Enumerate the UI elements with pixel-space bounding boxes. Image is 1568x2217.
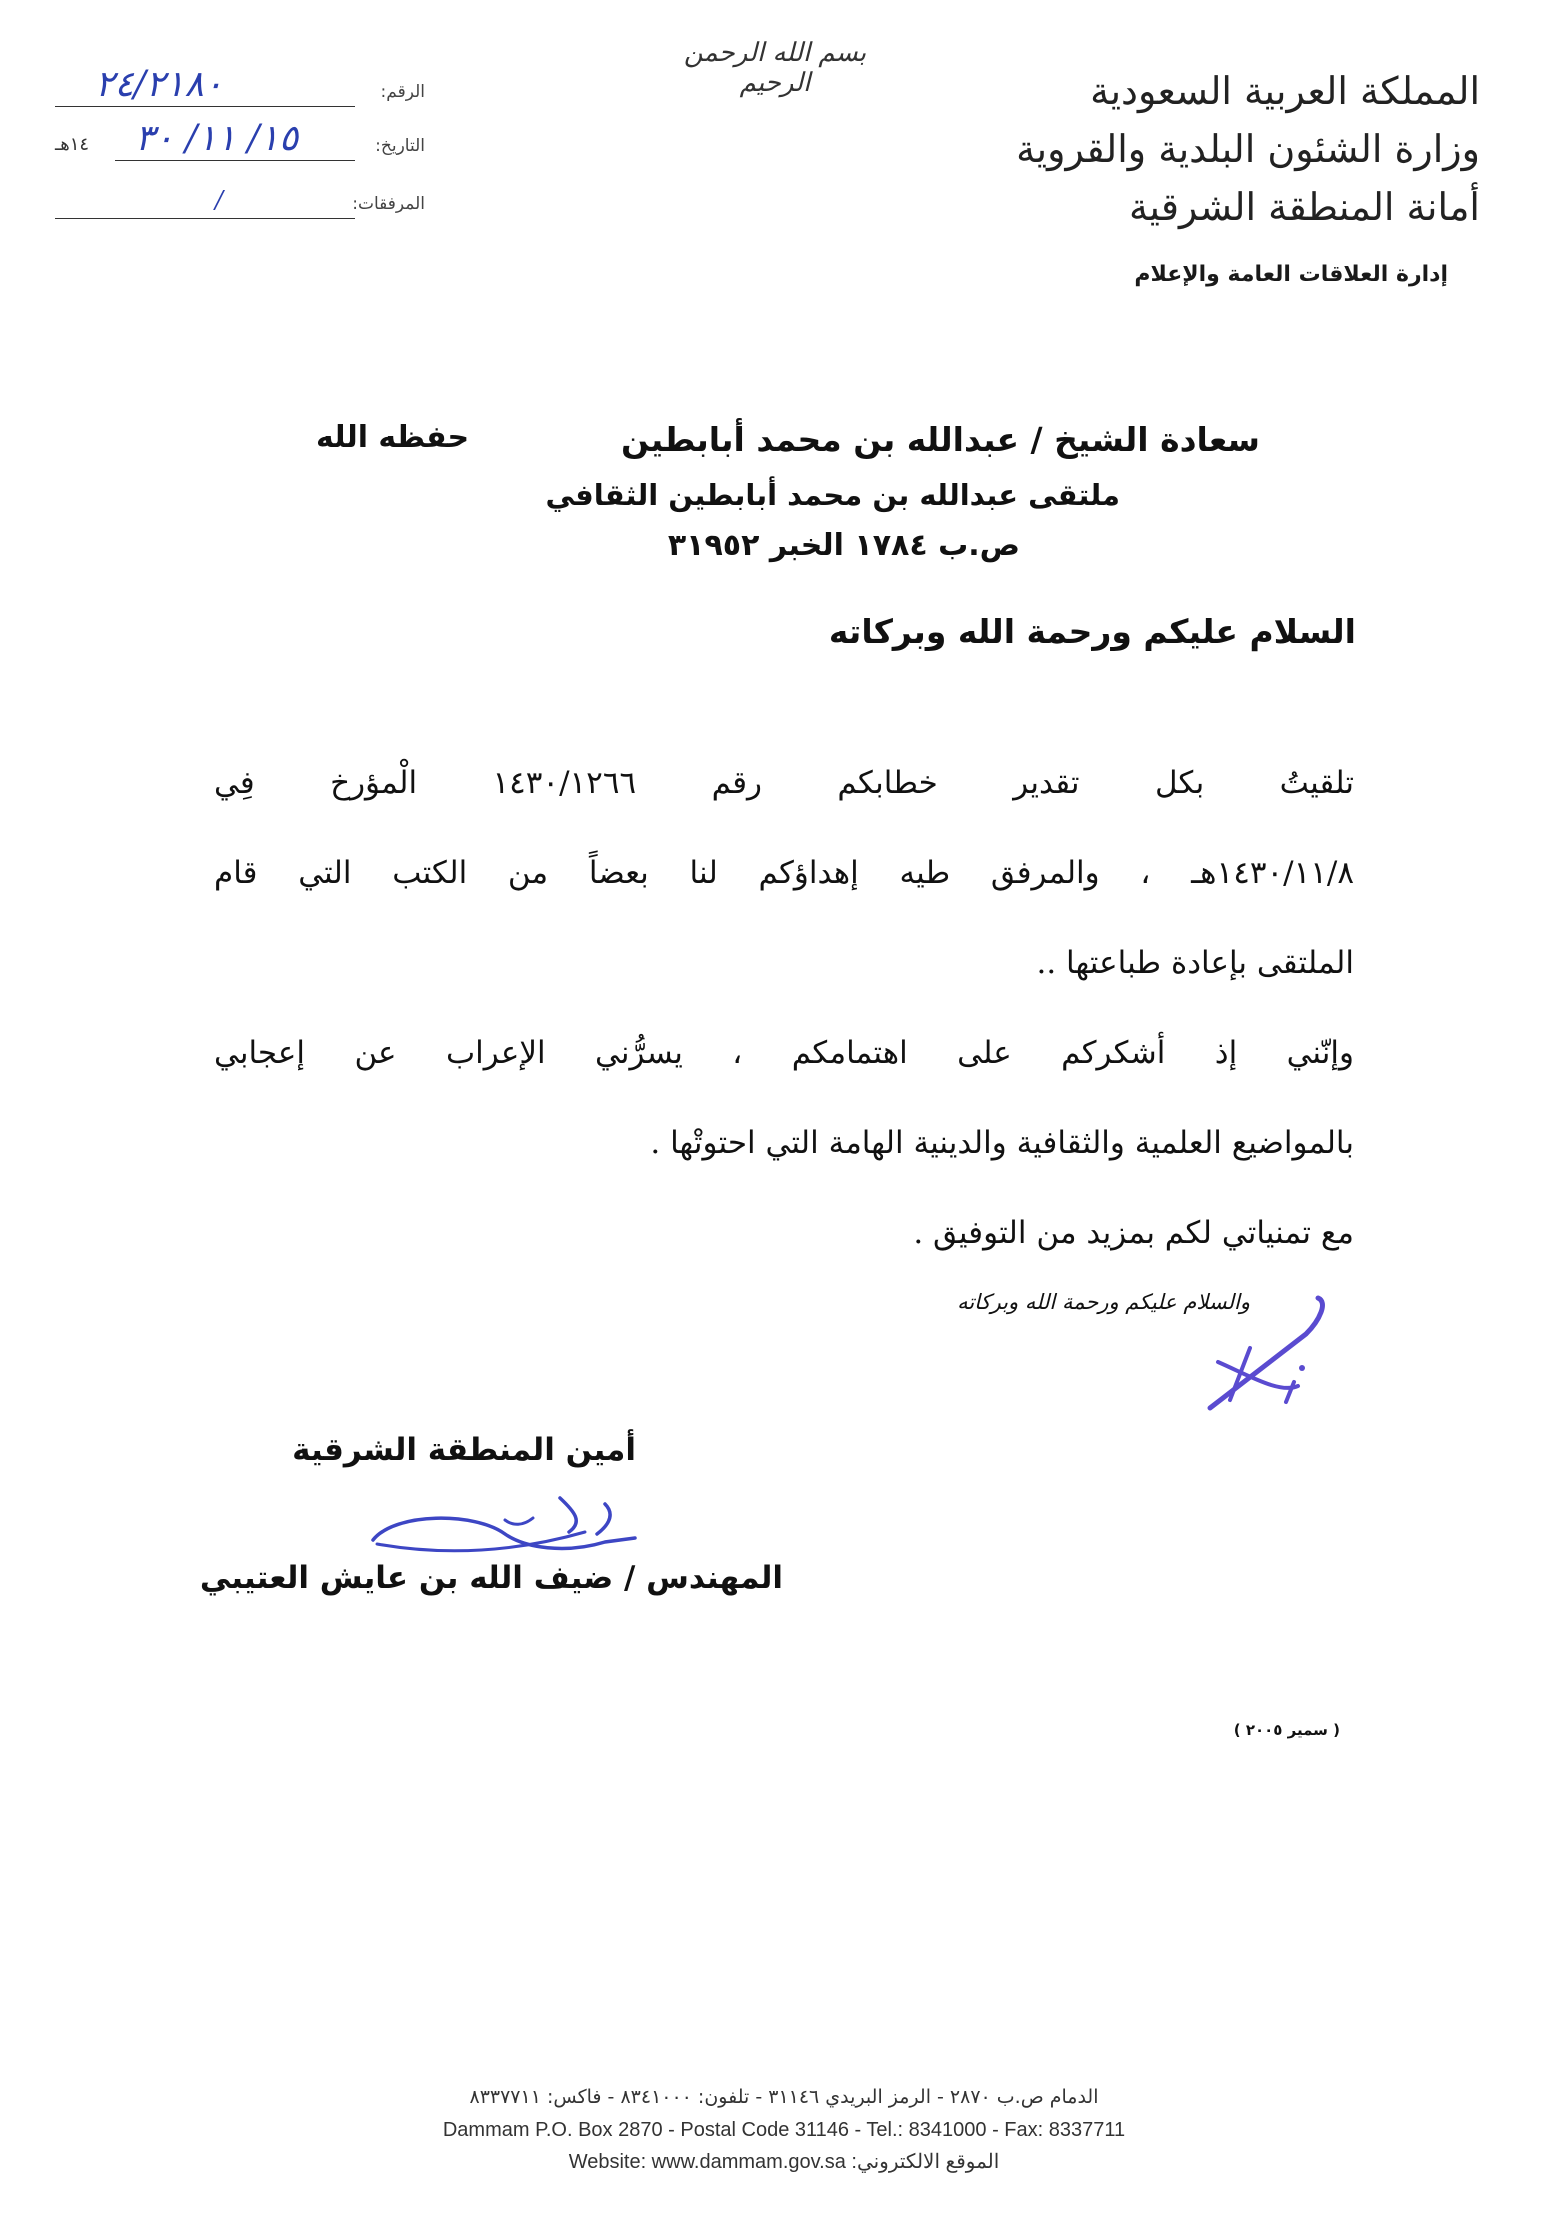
footer-arabic-address: الدمام ص.ب ٢٨٧٠ - الرمز البريدي ٣١١٤٦ - تلفون: ٨٣٤١٠٠٠ - فاكس: ٨٣٣٧٧١١ xyxy=(469,2086,1099,2108)
greeting: السلام عليكم ورحمة الله وبركاته xyxy=(828,612,1356,651)
body-line: مع تمنياتي لكم بمزيد من التوفيق . xyxy=(913,1215,1354,1251)
reference-attachments-value: / xyxy=(215,186,228,214)
reference-date-row xyxy=(55,118,425,172)
closing-salam: والسلام عليكم ورحمة الله وبركاته xyxy=(957,1290,1250,1314)
municipality-name: أمانة المنطقة الشرقية xyxy=(1129,185,1480,229)
footer xyxy=(284,2080,1284,2178)
signature xyxy=(355,1482,645,1572)
country-name: المملكة العربية السعودية xyxy=(1090,69,1480,113)
addressee-po-box: ص.ب ١٧٨٤ الخبر ٣١٩٥٢ xyxy=(667,528,1020,563)
department-name: إدارة العلاقات العامة والإعلام xyxy=(1134,262,1448,287)
footer-english-address: Dammam P.O. Box 2870 - Postal Code 31146 - Tel.: 8341000 - Fax: 8337711 xyxy=(442,2119,1126,2141)
ministry-name: وزارة الشئون البلدية والقروية xyxy=(1016,127,1480,171)
letter-body xyxy=(214,738,1354,1278)
basmala: بسم الله الرحمن الرحيم xyxy=(683,38,867,98)
body-line: تلقيتُ بكل تقدير خطابكم رقم ١٤٣٠/١٢٦٦ الْمؤرخ فِي xyxy=(214,765,1354,801)
reference-date-value: ١٥/ ١١/ ٣٠ xyxy=(135,118,299,159)
addressee-organization: ملتقى عبدالله بن محمد أبابطين الثقافي xyxy=(545,478,1120,512)
reference-number-line xyxy=(55,106,355,107)
footer-website[interactable]: Website: www.dammam.gov.sa :الموقع الالكتروني xyxy=(568,2151,1000,2173)
reference-number-row xyxy=(55,64,425,118)
reference-attachments-row xyxy=(55,186,425,230)
reference-attachments-label: المرفقات: xyxy=(352,194,425,214)
ministry-header xyxy=(920,62,1480,236)
reference-number-label: الرقم: xyxy=(380,82,425,102)
addressee-name: سعادة الشيخ / عبدالله بن محمد أبابطين xyxy=(621,420,1260,459)
body-line: بالمواضيع العلمية والثقافية والدينية الهامة التي احتوتْها . xyxy=(650,1125,1354,1161)
reference-number-value: ٢٤/٢١٨٠ xyxy=(95,64,224,105)
signatory-title: أمين المنطقة الشرقية xyxy=(292,1432,636,1468)
body-line: الملتقى بإعادة طباعتها .. xyxy=(1036,945,1354,981)
reference-attachments-line xyxy=(55,218,355,219)
body-line: ١٤٣٠/١١/٨هـ ، والمرفق طيه إهداؤكم لنا بعضاً من الكتب التي قام xyxy=(214,855,1354,891)
initial-signature-mark xyxy=(1190,1290,1340,1420)
typist-reference: ( سمير ٢٠٠٥ ) xyxy=(1233,1721,1340,1739)
reference-date-line xyxy=(115,160,355,161)
addressee-honorific: حفظه الله xyxy=(316,420,470,455)
signatory-name: المهندس / ضيف الله بن عايش العتيبي xyxy=(199,1560,783,1596)
body-line: وإنّني إذ أشكركم على اهتمامكم ، يسرُّني الإعراب عن إعجابي xyxy=(214,1035,1354,1071)
reference-date-label: التاريخ: xyxy=(375,136,425,156)
reference-date-suffix: ١٤هـ xyxy=(55,134,90,155)
